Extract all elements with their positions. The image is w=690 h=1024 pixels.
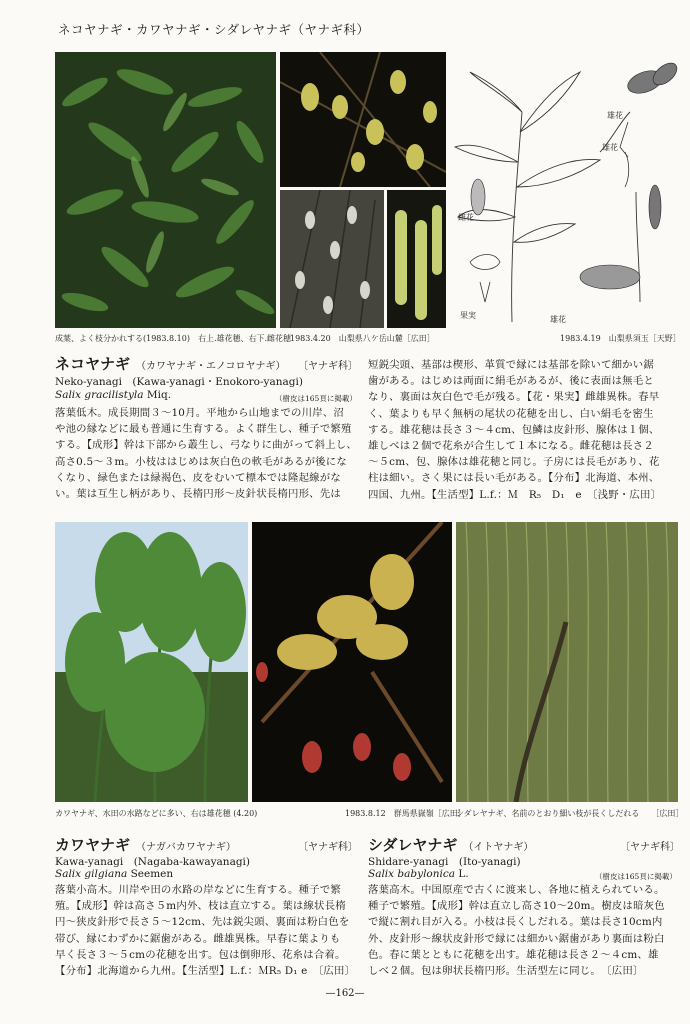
neko-title: ネコヤナギ （カワヤナギ・エノコロヤナギ） <box>55 355 286 373</box>
neko-bark-note: （樹皮は165頁に掲載） <box>275 394 357 403</box>
top-caption-right: 1983.4.19 山梨県須玉［天野］ <box>560 334 681 343</box>
neko-branch-photo <box>280 190 384 328</box>
kawa-scientific-name: Salix gilgiana Seemen <box>55 868 174 880</box>
kawa-romaji: Kawa-yanagi (Nagaba-kawayanagi) <box>55 856 251 868</box>
botanical-illustration <box>450 52 686 328</box>
kawa-male-catkin-photo <box>252 522 452 802</box>
top-caption-left: 成葉、よく枝分かれする(1983.8.10) 右上.雄花穂、右下.雌花穂 <box>55 334 292 343</box>
kawa-body: 落葉小高木。川岸や田の水路の岸などに生育する。種子で繁 殖。【成形】幹は高さ５m内外、枝は直立する。葉は線状長楕 円～狭皮針形で長さ５～12cm、先は鋭尖頭、裏面は粉白色を 帯び、縁にわずかに鋸歯がある。雌雄異株。早春に葉よりも 早く長さ３～５cmの花穂を出す。包は倒卵形、花糸は合着。 【分布】北海道から九州。【生活型】L.f.：ＭR₅ D₁ e 〔広田〕 <box>55 884 356 978</box>
shidare-title: シダレヤナギ （イトヤナギ） <box>368 836 534 854</box>
top-caption-mid: 1983.4.20 山梨県八ケ岳山麓［広田］ <box>290 334 435 343</box>
neko-body-left: 落葉低木。成長期間３～10月。平地から山地までの川岸、沼 や池の縁などに最も普通に生育する。よく群生し、種子で繁殖 する。【成形】幹は下部から叢生し、弓なりに曲がって斜上し、 高さ0.5～３m。小枝ははじめは灰白色の軟毛があるが後にな くなり、緑色または緑褐色、皮をむいて標本では隆起線がな い。葉は互生し柄があり、長楕円形～皮針状長楕円形、先は <box>55 407 357 501</box>
neko-body-right: 短鋭尖頭、基部は楔形、革質で縁には基部を除いて細かい鋸 歯がある。はじめは両面に絹毛があるが、後に表面は無毛と なり、裏面は灰白色で毛が残る。【花・果実】雌雄異株。春早 く、葉よりも早く無柄の尾状の花穂を出し、白い絹毛を密生 する。雄花穂は長さ３～４cm、包鱗は皮針形、腺体は１個、 雄しべは２個で花糸が合生して１本になる。雌花穂は長さ２ ～５cm、包、腺体は雄花穂と同じ。子房には長毛があり、花 柱は細い。さく果には長い毛がある。【分布】北海道、本州、 四国、九州。【生活型】L.f.：Ｍ R₅ D₁ e 〔浅野・広田〕 <box>368 359 662 501</box>
shidare-body: 落葉高木。中国原産で古くに渡来し、各地に植えられている。 種子で繁殖。【成形】幹は直立し高さ10～20m。樹皮は暗灰色 で縦に割れ目が入る。小枝は長くしだれる。葉は長さ10cm内 外、皮針形～線状皮針形で縁には細かい鋸歯があり裏面は粉白 色。春に葉とともに花穂を出す。雄花穂は長さ２～４cm、雄 しべ２個。包は卵状長楕円形。生活型左に同じ。 〔広田〕 <box>368 884 665 978</box>
shidare-family: 〔ヤナギ科〕 <box>620 842 680 853</box>
bottom-caption-left: カワヤナギ、水田の水路などに多い、右は雄花穂 (4.20) <box>55 809 258 818</box>
kawa-family: 〔ヤナギ科〕 <box>298 842 358 853</box>
kawa-tree-photo <box>55 522 248 802</box>
shidare-tree-photo <box>456 522 678 802</box>
page-number: —162— <box>325 988 365 999</box>
neko-male-catkin-photo <box>280 52 446 187</box>
neko-family: 〔ヤナギ科〕 <box>298 361 358 372</box>
shidare-bark-note: （樹皮は165頁に掲載） <box>595 872 677 881</box>
kawa-title: カワヤナギ （ナガバカワヤナギ） <box>55 836 236 854</box>
shidare-romaji: Shidare-yanagi (Ito-yanagi) <box>368 856 521 868</box>
illustration-label-female: 雌花 <box>458 213 474 222</box>
bottom-caption-right: シダレヤナギ、名前のとおり細い枝が長くしだれる ［広田］ <box>456 809 684 818</box>
illustration-label-male1: 雄花 <box>607 111 623 120</box>
illustration-label-fruit: 果実 <box>460 311 476 320</box>
neko-female-catkin-photo <box>387 190 446 328</box>
bottom-caption-mid: 1983.8.12 群馬県嶽嶺［広田］ <box>345 809 466 818</box>
neko-romaji: Neko-yanagi (Kawa-yanagi・Enokoro-yanagi) <box>55 376 303 388</box>
illustration-label-male3: 雄花 <box>550 315 566 324</box>
neko-leaf-photo <box>55 52 276 328</box>
neko-scientific-name: Salix gracilistyla Miq. <box>55 389 172 401</box>
shidare-scientific-name: Salix babylonica L. <box>368 868 469 880</box>
page-header: ネコヤナギ・カワヤナギ・シダレヤナギ（ヤナギ科） <box>58 22 370 37</box>
illustration-label-male2: 雄花 <box>602 143 618 152</box>
